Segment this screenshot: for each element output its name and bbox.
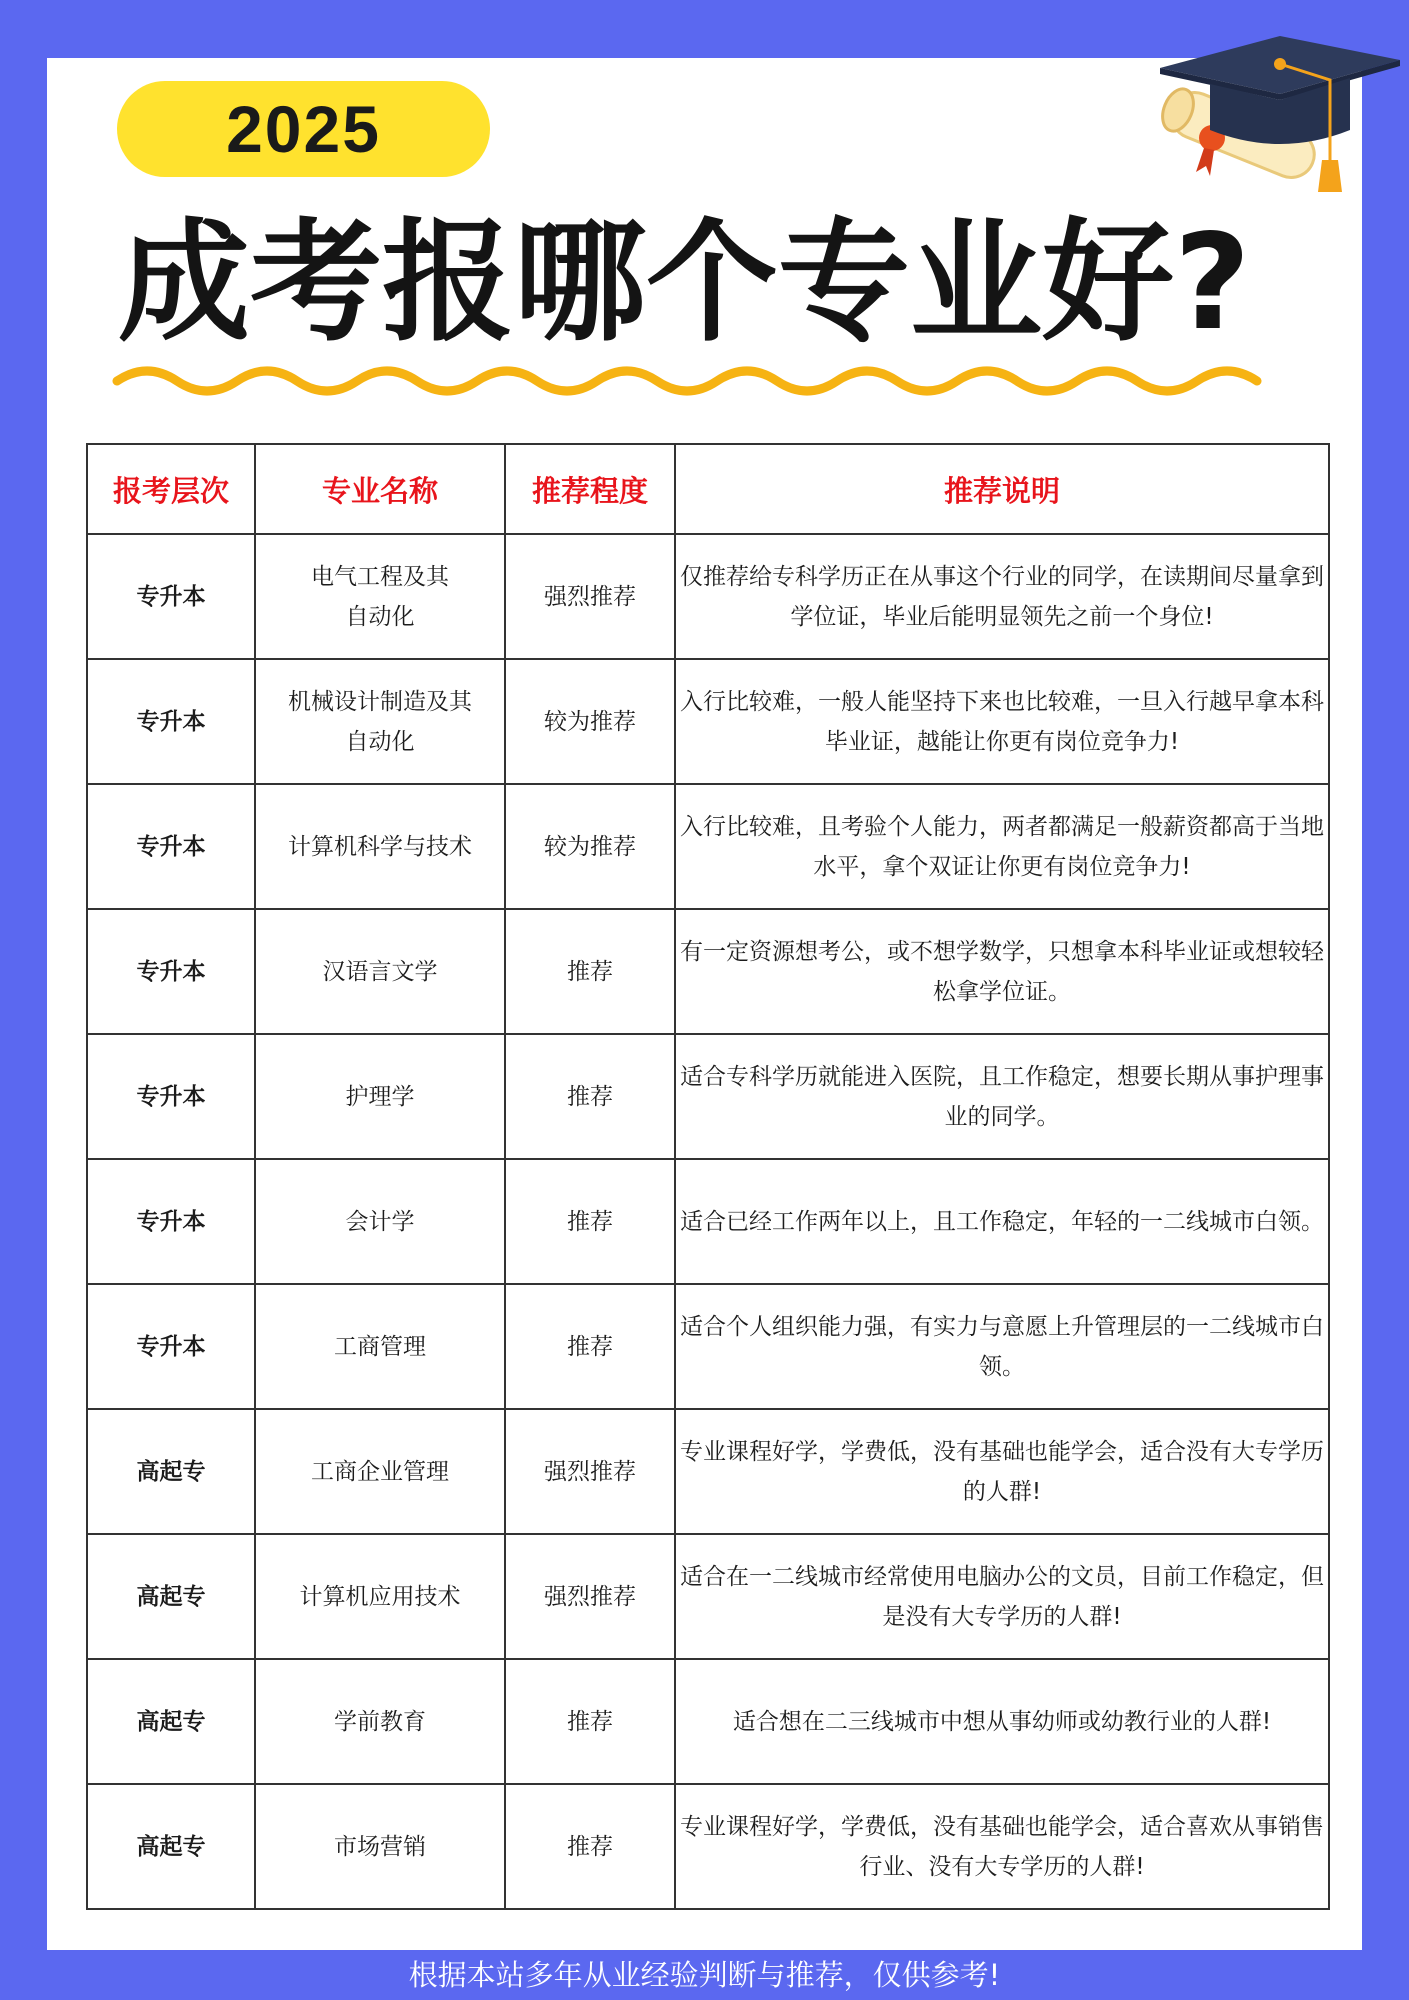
description-cell: 适合想在二三线城市中想从事幼师或幼教行业的人群!	[675, 1659, 1329, 1784]
header-description: 推荐说明	[675, 444, 1329, 534]
rating-cell: 推荐	[505, 1284, 675, 1409]
majors-table	[86, 443, 1330, 1910]
major-cell	[255, 1784, 505, 1909]
level-cell: 专升本	[87, 784, 255, 909]
major-line: 计算机科学与技术	[288, 833, 472, 860]
major-cell	[255, 1409, 505, 1534]
year-badge: 2025	[117, 81, 490, 177]
level-cell: 专升本	[87, 659, 255, 784]
rating-cell: 推荐	[505, 1034, 675, 1159]
description-cell: 适合在一二线城市经常使用电脑办公的文员，目前工作稳定，但是没有大专学历的人群!	[675, 1534, 1329, 1659]
table-row	[87, 784, 1329, 909]
major-line: 自动化	[345, 603, 415, 630]
major-line: 工商企业管理	[311, 1458, 449, 1485]
major-cell	[255, 1659, 505, 1784]
major-line: 会计学	[345, 1208, 415, 1235]
header-level: 报考层次	[87, 444, 255, 534]
description-cell: 有一定资源想考公，或不想学数学，只想拿本科毕业证或想较轻松拿学位证。	[675, 909, 1329, 1034]
major-cell	[255, 1159, 505, 1284]
level-cell: 专升本	[87, 1159, 255, 1284]
description-cell: 适合个人组织能力强，有实力与意愿上升管理层的一二线城市白领。	[675, 1284, 1329, 1409]
description-cell: 入行比较难，一般人能坚持下来也比较难，一旦入行越早拿本科毕业证，越能让你更有岗位竞争力!	[675, 659, 1329, 784]
rating-cell: 强烈推荐	[505, 1534, 675, 1659]
rating-cell: 推荐	[505, 1159, 675, 1284]
page-title: 成考报哪个专业好?	[118, 206, 1251, 360]
rating-cell: 推荐	[505, 909, 675, 1034]
level-cell: 高起专	[87, 1659, 255, 1784]
major-line: 计算机应用技术	[299, 1583, 461, 1610]
major-cell	[255, 1284, 505, 1409]
rating-cell: 较为推荐	[505, 659, 675, 784]
table-row	[87, 1159, 1329, 1284]
rating-cell: 推荐	[505, 1659, 675, 1784]
major-cell	[255, 534, 505, 659]
table-row	[87, 1284, 1329, 1409]
description-cell: 入行比较难，且考验个人能力，两者都满足一般薪资都高于当地水平，拿个双证让你更有岗位竞争力!	[675, 784, 1329, 909]
header-major: 专业名称	[255, 444, 505, 534]
major-line: 汉语言文学	[322, 958, 438, 985]
wavy-underline	[112, 356, 1282, 406]
header-rating: 推荐程度	[505, 444, 675, 534]
table-row	[87, 1534, 1329, 1659]
level-cell: 专升本	[87, 1284, 255, 1409]
major-line: 工商管理	[334, 1333, 426, 1360]
table-row	[87, 1409, 1329, 1534]
rating-cell: 强烈推荐	[505, 1409, 675, 1534]
major-cell	[255, 784, 505, 909]
level-cell: 高起专	[87, 1784, 255, 1909]
level-cell: 高起专	[87, 1409, 255, 1534]
graduation-cap-icon	[1150, 30, 1409, 200]
major-cell	[255, 909, 505, 1034]
description-cell: 适合已经工作两年以上，且工作稳定，年轻的一二线城市白领。	[675, 1159, 1329, 1284]
major-line: 市场营销	[334, 1833, 426, 1860]
level-cell: 高起专	[87, 1534, 255, 1659]
rating-cell: 强烈推荐	[505, 534, 675, 659]
footer-note: 根据本站多年从业经验判断与推荐，仅供参考!	[408, 1958, 1001, 1992]
major-line: 护理学	[345, 1083, 415, 1110]
major-line: 自动化	[345, 728, 415, 755]
description-cell: 仅推荐给专科学历正在从事这个行业的同学，在读期间尽量拿到学位证，毕业后能明显领先之前一个身位!	[675, 534, 1329, 659]
description-cell: 专业课程好学，学费低，没有基础也能学会，适合喜欢从事销售行业、没有大专学历的人群!	[675, 1784, 1329, 1909]
table-row	[87, 659, 1329, 784]
table-row	[87, 1034, 1329, 1159]
major-cell	[255, 1034, 505, 1159]
table-row	[87, 1784, 1329, 1909]
major-line: 电气工程及其	[311, 563, 449, 590]
major-line: 机械设计制造及其	[288, 688, 472, 715]
description-cell: 专业课程好学，学费低，没有基础也能学会，适合没有大专学历的人群!	[675, 1409, 1329, 1534]
major-cell	[255, 659, 505, 784]
major-line: 学前教育	[334, 1708, 426, 1735]
rating-cell: 较为推荐	[505, 784, 675, 909]
rating-cell: 推荐	[505, 1784, 675, 1909]
table-row	[87, 909, 1329, 1034]
description-cell: 适合专科学历就能进入医院，且工作稳定，想要长期从事护理事业的同学。	[675, 1034, 1329, 1159]
level-cell: 专升本	[87, 534, 255, 659]
table-header-row	[87, 444, 1329, 534]
major-cell	[255, 1534, 505, 1659]
level-cell: 专升本	[87, 909, 255, 1034]
level-cell: 专升本	[87, 1034, 255, 1159]
table-row	[87, 534, 1329, 659]
table-row	[87, 1659, 1329, 1784]
